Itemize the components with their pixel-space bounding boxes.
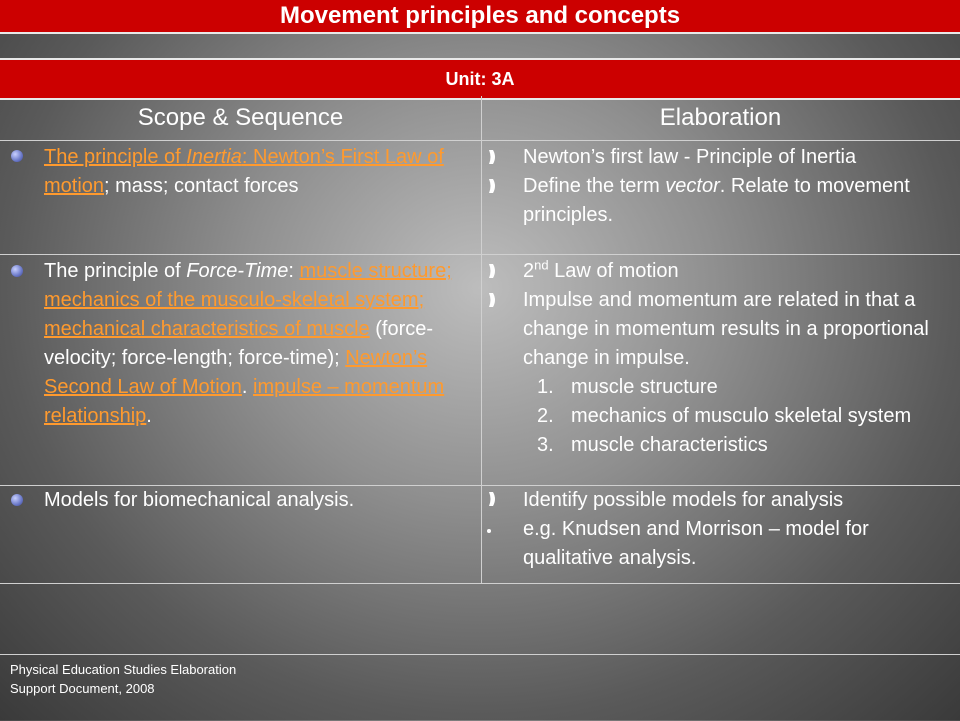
bullet-dot-icon (11, 265, 23, 277)
table-row (0, 141, 960, 255)
newtons-second-law-link[interactable]: Newton’s Second Law of Motion (44, 347, 428, 398)
list-item: 1. muscle structure (537, 376, 718, 398)
bullet-dot-icon (11, 150, 23, 162)
elaboration-item: 2nd Law of motion (523, 257, 679, 282)
scope-cell (44, 143, 472, 201)
elaboration-item: e.g. Knudsen and Morrison – model for qualitative analysis. (523, 518, 869, 569)
scope-cell: Models for biomechanical analysis. (44, 489, 355, 511)
footer-citation: Physical Education Studies Elaboration Support Document, 2008 (10, 662, 237, 696)
arrow-bullet-icon (488, 492, 497, 506)
list-item: 3. muscle characteristics (537, 434, 768, 456)
elaboration-item: Define the term vector. Relate to movement principles. (523, 175, 910, 226)
impulse-momentum-link[interactable]: impulse – momentum relationship (44, 376, 445, 427)
elaboration-cell (523, 486, 953, 573)
numbered-list (523, 373, 953, 460)
scope-text: ; mass; contact forces (104, 175, 299, 197)
arrow-bullet-icon (488, 179, 497, 193)
unit-label: Unit: 3A (0, 58, 960, 100)
small-bullet-icon (487, 529, 491, 533)
header-scope-sequence: Scope & Sequence (137, 104, 344, 131)
arrow-bullet-icon (488, 264, 497, 278)
column-divider (481, 141, 482, 254)
table-row (0, 255, 960, 486)
elaboration-item: Newton’s first law - Principle of Inertia (523, 146, 857, 168)
column-divider (481, 486, 482, 583)
muscle-structure-link[interactable]: muscle structure; mechanics of the musculo-skeletal system; mechanical characteristics of muscle (44, 260, 452, 340)
elaboration-item: Impulse and momentum are related in that a change in momentum results in a proportional change in impulse. (523, 289, 929, 369)
arrow-bullet-icon (488, 293, 497, 307)
elaboration-cell (523, 257, 953, 460)
arrow-bullet-icon (488, 150, 497, 164)
inertia-link[interactable]: The principle of Inertia: Newton’s First Law of motion (44, 146, 444, 197)
list-item: 2. mechanics of musculo skeletal system (537, 405, 912, 427)
footer (0, 654, 960, 721)
header-elaboration: Elaboration (659, 104, 782, 131)
table-header-row (0, 96, 960, 141)
table-row-empty (0, 584, 960, 655)
elaboration-cell (523, 143, 953, 230)
bullet-dot-icon (11, 494, 23, 506)
scope-cell: The principle of Force-Time: muscle structure; mechanics of the musculo-skeletal system; mechanical characteristics of muscle (force-velocity; force-length; force-time); Newton’s Second Law of Motion. impulse – momentum relationship. (44, 260, 452, 427)
table-row (0, 486, 960, 584)
elaboration-item: Identify possible models for analysis (523, 489, 844, 511)
slide-title: Movement principles and concepts (0, 0, 960, 34)
column-divider (481, 255, 482, 485)
